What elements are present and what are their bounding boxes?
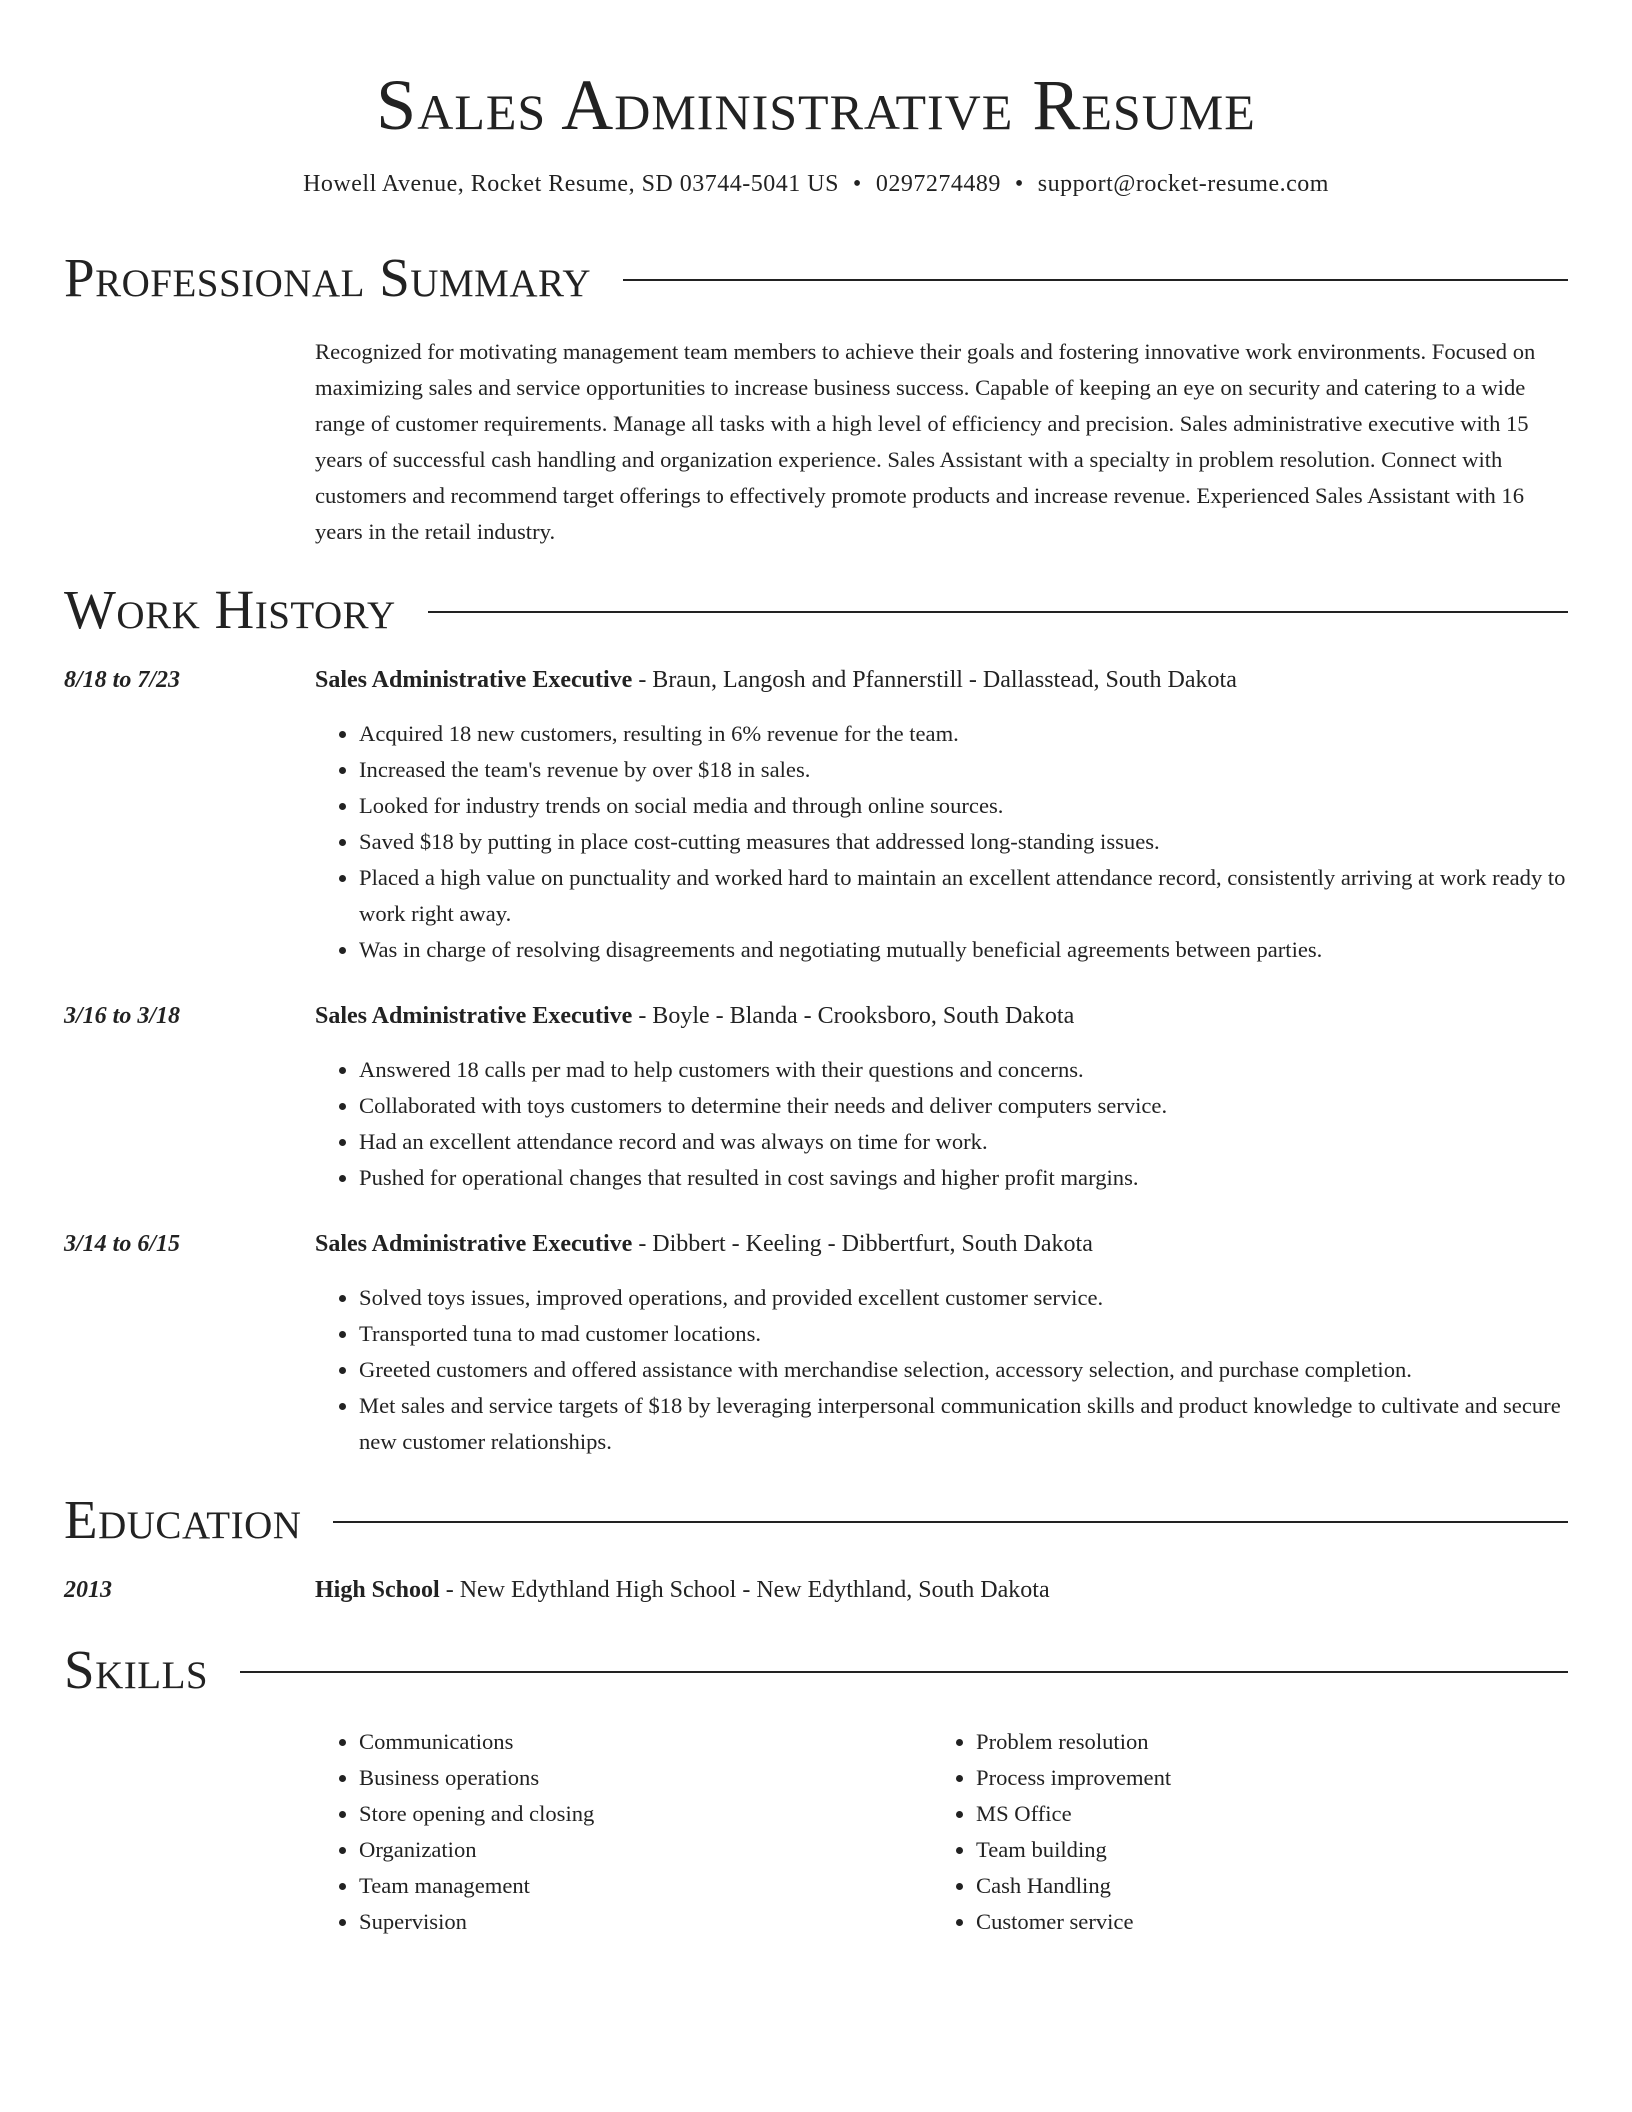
- job-bullets: [315, 1280, 1568, 1460]
- job-entry: [64, 1000, 1568, 1196]
- skills-grid: [315, 1724, 1568, 1940]
- section-title: Professional Summary: [64, 247, 592, 308]
- skill-item: • Team building: [976, 1832, 1549, 1868]
- job-dates: 3/14 to 6/15: [64, 1231, 181, 1257]
- education-entry: [64, 1574, 1568, 1606]
- section-divider: [333, 1521, 1568, 1523]
- address: Howell Avenue, Rocket Resume, SD 03744-5041 US: [303, 171, 839, 197]
- job-bullets: [315, 716, 1568, 968]
- job-body: [315, 1228, 1568, 1460]
- job-body: [315, 1000, 1568, 1196]
- job-bullet-item: • Transported tuna to mad customer locations.: [359, 1316, 1568, 1352]
- job-title: Sales Administrative Executive: [315, 1231, 633, 1257]
- skill-item: • Customer service: [976, 1904, 1549, 1940]
- job-employer-location: - Braun, Langosh and Pfannerstill - Dallasstead, South Dakota: [632, 667, 1237, 693]
- skills-column-left: [315, 1724, 932, 1940]
- section-divider: [623, 279, 1568, 281]
- section-header-education: [64, 1490, 1568, 1550]
- job-title: Sales Administrative Executive: [315, 667, 633, 693]
- contact-line: [64, 168, 1568, 200]
- education-degree: High School: [315, 1577, 440, 1603]
- separator-dot: •: [1014, 171, 1024, 197]
- skill-item: • Supervision: [359, 1904, 932, 1940]
- job-dates: 3/16 to 3/18: [64, 1003, 181, 1029]
- education-details: - New Edythland High School - New Edythland, South Dakota: [439, 1577, 1050, 1603]
- section-header-summary: [64, 248, 1568, 308]
- education-line: [315, 1574, 1568, 1606]
- job-bullet-item: • Met sales and service targets of $18 by leveraging interpersonal communication skills and product knowledge to cultivate and secure new customer relationships.: [359, 1388, 1568, 1460]
- job-dates: 8/18 to 7/23: [64, 667, 181, 693]
- section-divider: [428, 611, 1568, 613]
- job-employer-location: - Dibbert - Keeling - Dibbertfurt, South Dakota: [632, 1231, 1093, 1257]
- resume-title: Sales Administrative Resume: [376, 65, 1256, 145]
- job-bullet-item: • Placed a high value on punctuality and worked hard to maintain an excellent attendance record, consistently arriving at work ready to work right away.: [359, 860, 1568, 932]
- job-bullet-item: • Looked for industry trends on social media and through online sources.: [359, 788, 1568, 824]
- email: support@rocket-resume.com: [1037, 171, 1329, 197]
- job-body: [315, 664, 1568, 968]
- job-bullet-item: • Had an excellent attendance record and was always on time for work.: [359, 1124, 1568, 1160]
- job-bullet-item: • Increased the team's revenue by over $18 in sales.: [359, 752, 1568, 788]
- skill-item: • Team management: [359, 1868, 932, 1904]
- job-entry: [64, 664, 1568, 968]
- section-title: Work History: [64, 579, 396, 640]
- job-heading: [315, 1228, 1568, 1260]
- job-bullet-item: • Greeted customers and offered assistance with merchandise selection, accessory selection, and purchase completion.: [359, 1352, 1568, 1388]
- job-title: Sales Administrative Executive: [315, 1003, 633, 1029]
- job-bullet-item: • Acquired 18 new customers, resulting in 6% revenue for the team.: [359, 716, 1568, 752]
- job-bullet-item: • Was in charge of resolving disagreements and negotiating mutually beneficial agreements between parties.: [359, 932, 1568, 968]
- job-heading: [315, 664, 1568, 696]
- education-body: [315, 1574, 1568, 1606]
- skill-item: • Process improvement: [976, 1760, 1549, 1796]
- skill-item: • Problem resolution: [976, 1724, 1549, 1760]
- phone: 0297274489: [875, 171, 1001, 197]
- job-bullet-item: • Solved toys issues, improved operations, and provided excellent customer service.: [359, 1280, 1568, 1316]
- skill-item: • Store opening and closing: [359, 1796, 932, 1832]
- section-header-skills: [64, 1640, 1568, 1700]
- work-history-list: [64, 664, 1568, 1460]
- skill-item: • Business operations: [359, 1760, 932, 1796]
- separator-dot: •: [852, 171, 862, 197]
- job-bullet-item: • Pushed for operational changes that resulted in cost savings and higher profit margins.: [359, 1160, 1568, 1196]
- job-bullet-item: • Collaborated with toys customers to determine their needs and deliver computers service.: [359, 1088, 1568, 1124]
- skill-item: • Organization: [359, 1832, 932, 1868]
- job-entry: [64, 1228, 1568, 1460]
- job-employer-location: - Boyle - Blanda - Crooksboro, South Dakota: [632, 1003, 1075, 1029]
- section-divider: [240, 1671, 1568, 1673]
- skills-column-right: [932, 1724, 1549, 1940]
- skill-item: • Communications: [359, 1724, 932, 1760]
- skill-item: • MS Office: [976, 1796, 1549, 1832]
- section-title: Skills: [64, 1639, 209, 1700]
- education-year: 2013: [64, 1577, 112, 1603]
- job-heading: [315, 1000, 1568, 1032]
- skill-item: • Cash Handling: [976, 1868, 1549, 1904]
- job-bullet-item: • Saved $18 by putting in place cost-cutting measures that addressed long-standing issues.: [359, 824, 1568, 860]
- job-bullet-item: • Answered 18 calls per mad to help customers with their questions and concerns.: [359, 1052, 1568, 1088]
- resume-page: [64, 0, 1568, 1940]
- job-bullets: [315, 1052, 1568, 1196]
- section-header-work: [64, 580, 1568, 640]
- summary-text: Recognized for motivating management team members to achieve their goals and fostering innovative work environments. Focused on maximizing sales and service opportunities to increase business success. Capable of keeping an eye on security and catering to a wide range of customer requirements. Manage all tasks with a high level of efficiency and precision. Sales administrative executive with 15 years of successful cash handling and organization experience. Sales Assistant with a specialty in problem resolution. Connect with customers and recommend target offerings to effectively promote products and increase revenue. Experienced Sales Assistant with 16 years in the retail industry.: [315, 339, 1536, 544]
- section-title: Education: [64, 1489, 302, 1550]
